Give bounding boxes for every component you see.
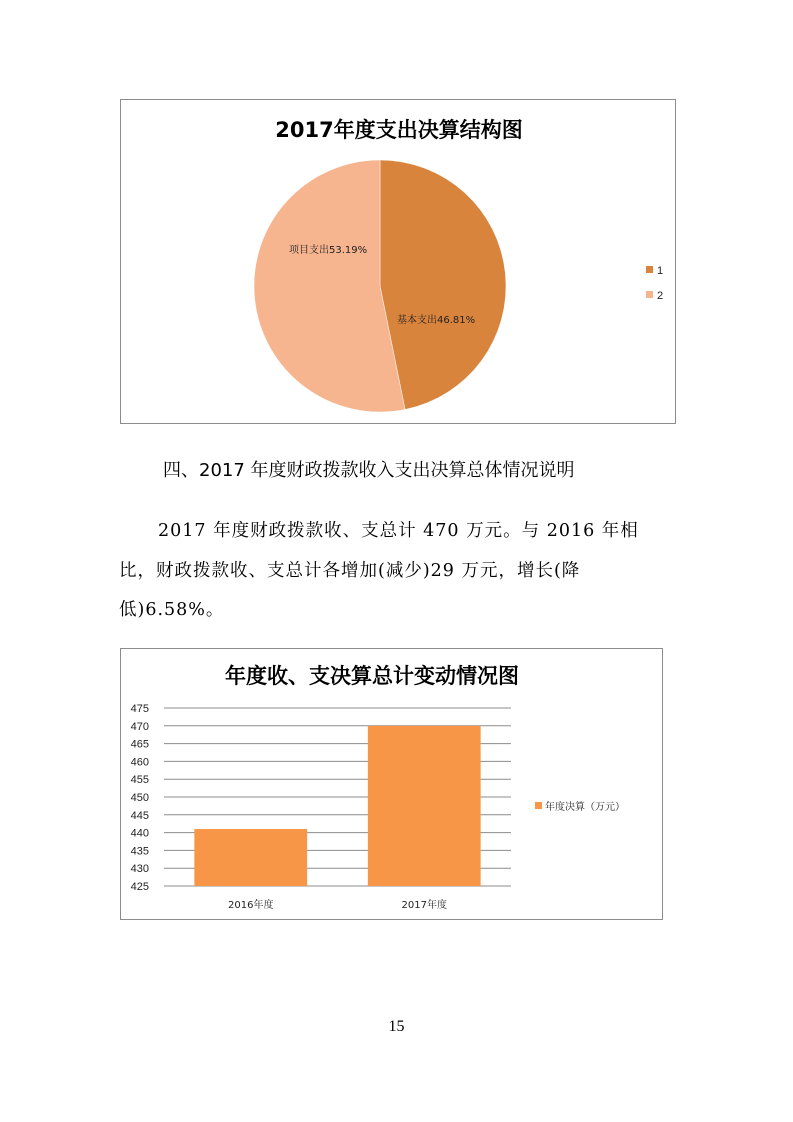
- pie-chart-title: 2017年度支出决算结构图: [275, 118, 523, 142]
- section-heading: 四、2017 年度财政拨款收入支出决算总体情况说明: [163, 460, 575, 481]
- bar-2016年度: [194, 829, 307, 886]
- bar-2017年度: [368, 726, 481, 886]
- legend-label-2: 2: [657, 290, 664, 302]
- y-tick-label: 460: [130, 756, 149, 769]
- y-tick-label: 445: [130, 809, 149, 822]
- paragraph-line-3: 低)6.58%。: [119, 600, 225, 620]
- bar-chart-frame: [120, 648, 663, 920]
- y-tick-label: 450: [130, 792, 149, 804]
- y-tick-label: 455: [130, 774, 149, 787]
- pie-label-basic: 基本支出46.81%: [397, 315, 476, 326]
- bar-chart: [121, 649, 664, 921]
- paragraph-line-2: 比，财政拨款收、支总计各增加(减少)29 万元，增长(降: [119, 561, 581, 581]
- pie-chart: [121, 100, 677, 425]
- y-tick-label: 470: [130, 720, 149, 733]
- paragraph-line-1: 2017 年度财政拨款收、支总计 470 万元。与 2016 年相: [158, 521, 639, 541]
- pie-chart-frame: [120, 99, 676, 424]
- y-tick-label: 430: [130, 863, 149, 876]
- page-number: 15: [388, 1018, 405, 1035]
- y-tick-label: 440: [130, 827, 149, 840]
- legend-swatch-2: [646, 291, 653, 298]
- bar-chart-title: 年度收、支决算总计变动情况图: [225, 664, 519, 688]
- y-tick-label: 435: [130, 845, 149, 858]
- bar-legend-label: 年度决算（万元）: [545, 802, 625, 813]
- y-tick-label: 425: [130, 881, 149, 893]
- pie-label-project: 项目支出53.19%: [289, 245, 368, 256]
- y-tick-label: 475: [130, 703, 149, 715]
- y-tick-label: 465: [130, 738, 149, 751]
- x-tick-label: 2017年度: [401, 900, 447, 911]
- legend-swatch-1: [646, 266, 653, 273]
- x-tick-label: 2016年度: [228, 900, 274, 911]
- pie-slice-1: [380, 160, 506, 409]
- bar-legend-swatch: [535, 802, 542, 809]
- legend-label-1: 1: [657, 265, 664, 277]
